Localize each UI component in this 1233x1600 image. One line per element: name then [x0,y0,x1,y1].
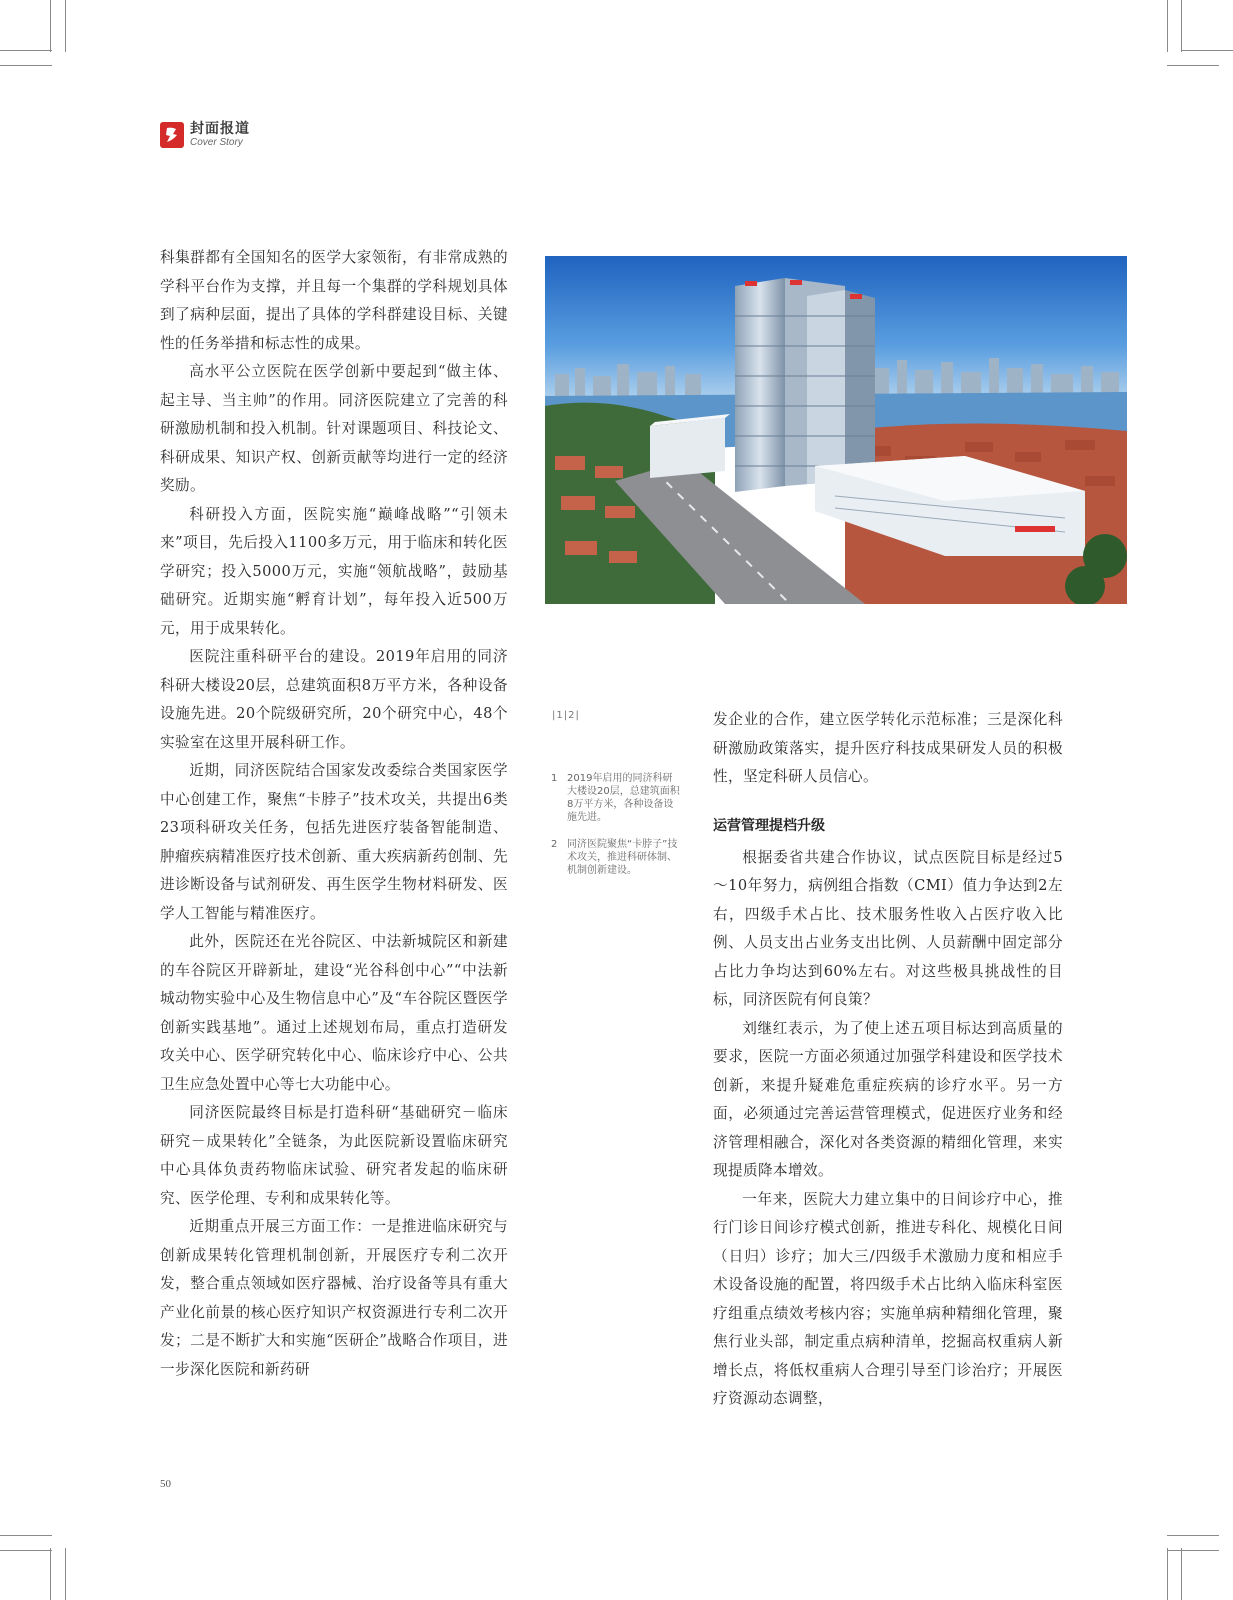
photo-number-label: |1|2| [552,710,580,721]
paragraph: 近期重点开展三方面工作：一是推进临床研究与创新成果转化管理机制创新，开展医疗专利二次开发，整合重点领域如医疗器械、治疗设备等具有重大产业化前景的核心医疗知识产权资源进行专利二次开发；二是不断扩大和实施“医研企”战略合作项目，进一步深化医院和新药研 [160,1218,508,1378]
section-title-cn: 封面报道 [190,121,250,137]
page-number: 50 [160,1478,171,1490]
caption-text: 同济医院聚焦“卡脖子”技术攻关，推进科研体制、机制创新建设。 [567,839,678,876]
crop-mark [1167,1550,1219,1551]
paragraph: 一年来，医院大力建立集中的日间诊疗中心，推行门诊日间诊疗模式创新，推进专科化、规模化日间（日归）诊疗；加大三/四级手术激励力度和相应手术设备设施的配置，将四级手术占比纳入临床科室医疗组重点绩效考核内容；实施单病种精细化管理，聚焦行业头部，制定重点病种清单，挖掘高权重病人新增长点，将低权重病人合理引导至门诊治疗；开展医疗资源动态调整， [713,1190,1063,1407]
paragraph: 科研投入方面，医院实施“巅峰战略”“引领未来”项目，先后投入1100多万元，用于临床和转化医学研究；投入5000万元，实施“领航战略”，鼓励基础研究。近期实施“孵育计划”，每年投入近500万元，用于成果转化。 [160,505,508,637]
crop-mark [0,1535,52,1536]
photo-caption-2 [551,838,681,877]
crop-mark [65,0,66,52]
paragraph: 发企业的合作，建立医学转化示范标准；三是深化科研激励政策落实，提升医疗科技成果研发人员的积极性，坚定科研人员信心。 [713,711,1063,785]
paragraph: 刘继红表示，为了使上述五项目标达到高质量的要求，医院一方面必须通过加强学科建设和医学技术创新，来提升疑难危重症疾病的诊疗水平。另一方面，必须通过完善运营管理模式，促进医疗业务和经济管理相融合，深化对各类资源的精细化管理，来实现提质降本增效。 [713,1019,1063,1179]
crop-mark [0,1550,52,1551]
photo-caption-1 [551,772,681,824]
crop-mark [1167,1535,1219,1536]
crop-mark [1181,50,1233,51]
crop-mark [1167,65,1219,66]
crop-mark [1167,0,1168,52]
crop-mark [1181,1548,1182,1600]
paragraph: 同济医院最终目标是打造科研“基础研究－临床研究－成果转化”全链条，为此医院新设置临床研究中心具体负责药物临床试验、研究者发起的临床研究、医学伦理、专利和成果转化等。 [160,1104,508,1207]
right-column [713,706,1063,1414]
crop-mark [50,0,51,52]
hospital-building-photo [545,256,1127,604]
section-title-en: Cover Story [190,137,243,148]
paragraph: 科集群都有全国知名的医学大家领衔，有非常成熟的学科平台作为支撑，并且每一个集群的学科规划具体到了病种层面，提出了具体的学科群建设目标、关键性的任务举措和标志性的成果。 [160,249,508,352]
caption-number: 2 [551,839,558,850]
paragraph: 此外，医院还在光谷院区、中法新城院区和新建的车谷院区开辟新址，建设“光谷科创中心”“中法新城动物实验中心及生物信息中心”及“车谷院区暨医学创新实践基地”。通过上述规划布局，重点打造研发攻关中心、医学研究转化中心、临床诊疗中心、公共卫生应急处置中心等七大功能中心。 [160,933,508,1093]
caption-text: 2019年启用的同济科研大楼设20层，总建筑面积8万平方米，各种设备设施先进。 [567,773,680,823]
paragraph: 近期，同济医院结合国家发改委综合类国家医学中心创建工作，聚焦“卡脖子”技术攻关，共提出6类23项科研攻关任务，包括先进医疗装备智能制造、肿瘤疾病精准医疗技术创新、重大疾病新药创制、先进诊断设备与试剂研发、再生医学生物材料研发、医学人工智能与精准医疗。 [160,762,508,922]
left-column [160,244,508,1384]
crop-mark [0,50,52,51]
crop-mark [50,1548,51,1600]
crop-mark [1181,0,1182,52]
paragraph: 高水平公立医院在医学创新中要起到“做主体、起主导、当主帅”的作用。同济医院建立了完善的科研激励机制和投入机制。针对课题项目、科技论文、科研成果、知识产权、创新贡献等均进行一定的经济奖励。 [160,363,508,494]
crop-mark [65,1548,66,1600]
crop-mark [0,65,52,66]
section-heading: 运营管理提档升级 [713,817,825,834]
brand-logo-icon [160,122,184,148]
crop-mark [1167,1548,1168,1600]
caption-number: 1 [551,773,558,784]
paragraph: 根据委省共建合作协议，试点医院目标是经过5～10年努力，病例组合指数（CMI）值力争达到2左右，四级手术占比、技术服务性收入占医疗收入比例、人员支出占业务支出比例、人员薪酬中固定部分占比力争均达到60%左右。对这些极具挑战性的目标，同济医院有何良策？ [713,848,1063,1008]
section-header [160,122,250,148]
paragraph: 医院注重科研平台的建设。2019年启用的同济科研大楼设20层，总建筑面积8万平方米，各种设备设施先进。20个院级研究所，20个研究中心，48个实验室在这里开展科研工作。 [160,648,508,751]
